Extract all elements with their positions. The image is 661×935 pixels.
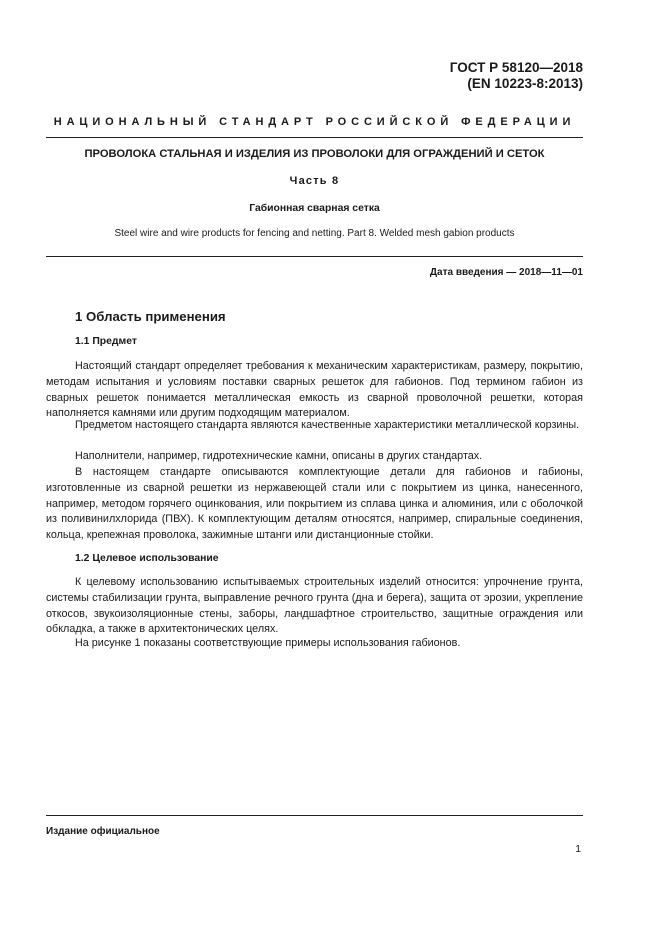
banner-divider bbox=[46, 137, 583, 138]
standard-designation bbox=[450, 60, 583, 92]
subsection-heading-subject: 1.1 Предмет bbox=[75, 336, 137, 347]
standard-equivalent: (EN 10223-8:2013) bbox=[467, 76, 583, 91]
title-divider bbox=[46, 256, 583, 257]
document-part: Часть 8 bbox=[289, 175, 340, 187]
paragraph: Предметом настоящего стандарта являются качественные характеристики металлической корзины. bbox=[75, 419, 580, 431]
paragraph: На рисунке 1 показаны соответствующие примеры использования габионов. bbox=[75, 637, 461, 649]
english-title: Steel wire and wire products for fencing and netting. Part 8. Welded mesh gabion products bbox=[114, 228, 515, 239]
document-subtitle: Габионная сварная сетка bbox=[249, 203, 380, 214]
page-number: 1 bbox=[575, 844, 581, 855]
edition-label: Издание официальное bbox=[46, 826, 160, 837]
standard-number: ГОСТ Р 58120—2018 bbox=[449, 60, 583, 75]
paragraph: Настоящий стандарт определяет требования к механическим характеристикам, размеру, покрытию, методам испытания и условиям поставки сварных решеток для габионов. Под термином габион из сварных решеток понимается металлическая емкость из сварной проволочной решетки, которая наполняется камнями или другим подходящим материалом. bbox=[46, 360, 583, 420]
introduction-date: Дата введения — 2018—11—01 bbox=[429, 267, 583, 278]
national-standard-banner: НАЦИОНАЛЬНЫЙ СТАНДАРТ РОССИЙСКОЙ ФЕДЕРАЦИИ bbox=[53, 116, 576, 128]
section-heading: 1 Область применения bbox=[75, 309, 226, 324]
footer-divider bbox=[46, 815, 583, 816]
subsection-heading-intended-use: 1.2 Целевое использование bbox=[75, 553, 219, 564]
paragraph: К целевому использованию испытываемых строительных изделий относится: упрочнение грунта, системы стабилизации грунта, выправление речного грунта (дна и берега), защита от эрозии, укрепление откосов, звукоизоляционные стены, заборы, ландшафтное строительство, защитные ограждения или обкладка, а также в архитектонических целях. bbox=[46, 576, 583, 636]
document-title: ПРОВОЛОКА СТАЛЬНАЯ И ИЗДЕЛИЯ ИЗ ПРОВОЛОКИ ДЛЯ ОГРАЖДЕНИЙ И СЕТОК bbox=[84, 148, 545, 160]
paragraph: Наполнители, например, гидротехнические камни, описаны в других стандартах. bbox=[75, 450, 483, 462]
paragraph: В настоящем стандарте описываются комплектующие детали для габионов и габионы, изготовленные из сварной решетки из нержавеющей стали или с покрытием из цинка, нанесенного, например, методом горячего оцинкования, или покрытием из сплава цинка и алюминия, или с оболочкой из поливинилхлорида (ПВХ). К комплектующим деталям относятся, например, спиральные соединения, кольца, крепежная проволока, зажимные штанги или дистанционные стойки. bbox=[46, 466, 583, 542]
